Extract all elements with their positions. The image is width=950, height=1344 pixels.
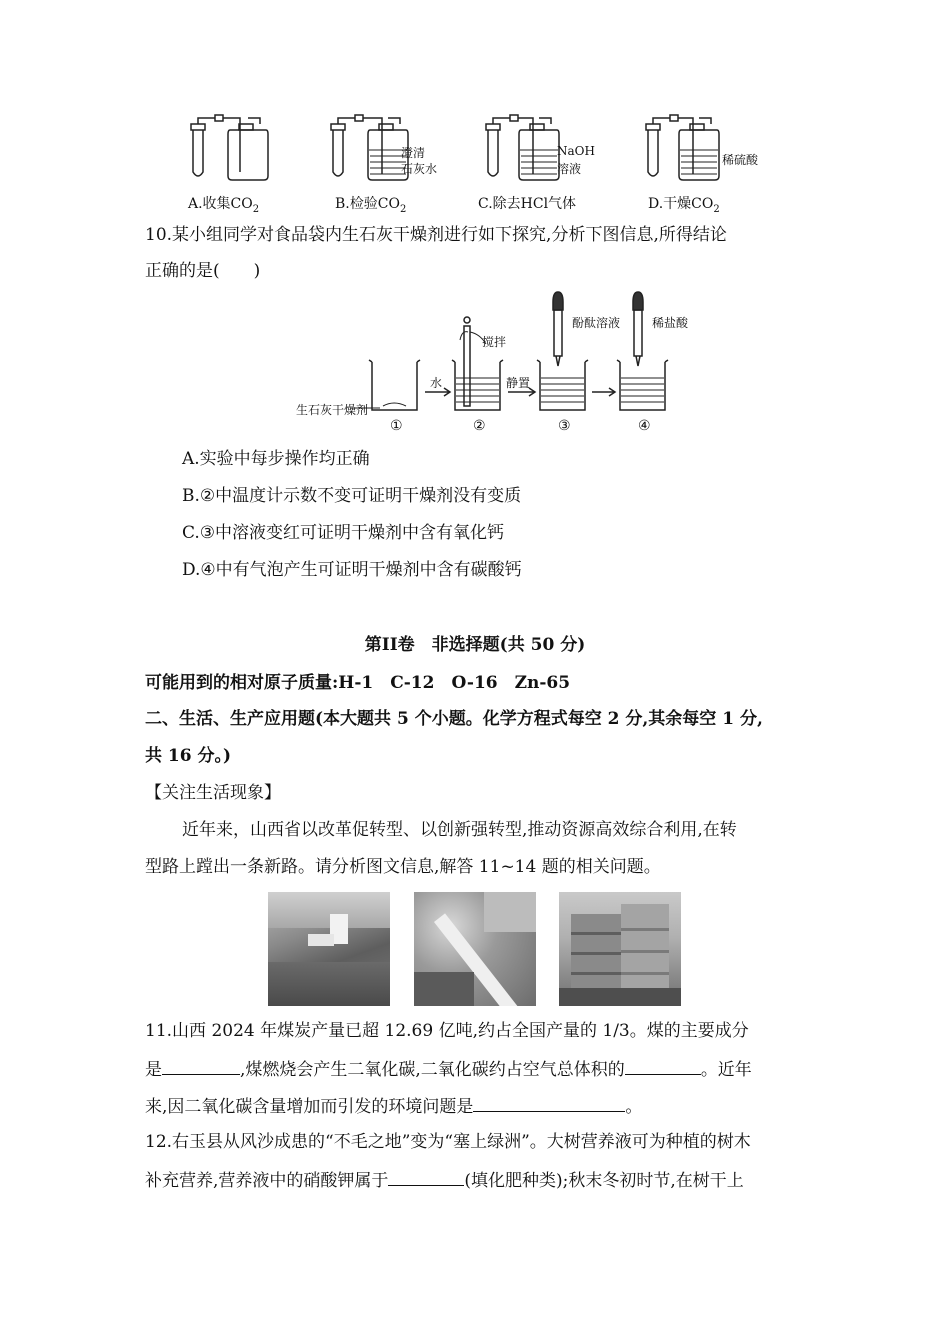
q10-option-d: D.④中有气泡产生可证明干燥剂中含有碳酸钙 (182, 560, 522, 580)
q12-blank-1[interactable] (388, 1167, 464, 1186)
part2-title: 第II卷 非选择题(共 50 分) (364, 635, 586, 655)
q11-blank-3[interactable] (473, 1093, 625, 1112)
caption-b: B.检验$CO_2$ (335, 196, 407, 215)
q11-blank-2[interactable] (625, 1056, 701, 1075)
q10-stem-line2: 正确的是( ) (145, 261, 261, 281)
q11-line3: 来,因二氧化碳含量增加而引发的环境问题是 。 (145, 1093, 642, 1119)
section-header-line2: 共 16 分。) (145, 746, 232, 766)
step-1: ① (390, 418, 403, 434)
label-hcl: 稀盐酸 (652, 316, 689, 330)
atomic-mass-line: 可能用到的相对原子质量:H-1 C-12 O-16 Zn-65 (145, 673, 571, 693)
step-3: ③ (558, 418, 571, 434)
q11-line2: 是 ,煤燃烧会产生二氧化碳,二氧化碳约占空气总体积的 。近年 (145, 1056, 752, 1082)
photo-building (559, 892, 681, 1006)
label-b-line2: 石灰水 (401, 162, 438, 176)
q12-line1: 12.右玉县从风沙成患的“不毛之地”变为“塞上绿洲”。大树营养液可为种植的树木 (145, 1132, 751, 1152)
caption-d: D.干燥$CO_2$ (648, 196, 720, 215)
q11-blank-1[interactable] (162, 1056, 240, 1075)
q10-option-a: A.实验中每步操作均正确 (182, 449, 370, 469)
intro-line1: 近年来，山西省以改革促转型、以创新强转型,推动资源高效综合利用,在转 (182, 820, 737, 840)
label-b-line1: 澄清 (401, 146, 426, 160)
photo-mountain (268, 892, 390, 1006)
q9-apparatus-figure (170, 110, 790, 190)
q10-stem-line1: 10.某小组同学对食品袋内生石灰干燥剂进行如下探究,分析下图信息,所得结论 (145, 225, 727, 245)
photo-forest-road (414, 892, 536, 1006)
q10-option-c: C.③中溶液变红可证明干燥剂中含有氧化钙 (182, 523, 505, 543)
label-sample: 生石灰干燥剂 (296, 403, 369, 417)
apparatus-d (646, 115, 719, 180)
q12-line2: 补充营养,营养液中的硝酸钾属于 (填化肥种类);秋末冬初时节,在树干上 (145, 1167, 744, 1193)
apparatus-b (331, 115, 408, 180)
step-2: ② (473, 418, 486, 434)
intro-line2: 型路上蹚出一条新路。请分析图文信息,解答 11~14 题的相关问题。 (145, 857, 661, 877)
label-stir: 搅拌 (482, 335, 507, 349)
topic-heading: 【关注生活现象】 (145, 783, 281, 803)
label-settle: 静置 (506, 376, 531, 390)
section-header-line1: 二、生活、生产应用题(本大题共 5 个小题。化学方程式每空 2 分,其余每空 1 分, (145, 709, 763, 729)
q11-line1: 11.山西 2024 年煤炭产量已超 12.69 亿吨,约占全国产量的 1/3。煤的主要成分 (145, 1021, 749, 1041)
label-water: 水 (430, 376, 443, 390)
caption-c: C.除去HCl气体 (478, 196, 577, 212)
label-c-line1: NaOH (557, 144, 595, 158)
apparatus-c (486, 115, 559, 180)
q10-option-b: B.②中温度计示数不变可证明干燥剂没有变质 (182, 486, 522, 506)
label-phenol: 酚酞溶液 (572, 316, 621, 330)
label-c-line2: 溶液 (557, 162, 582, 176)
label-d-line1: 稀硫酸 (722, 153, 759, 167)
apparatus-a (191, 115, 268, 180)
step-4: ④ (638, 418, 651, 434)
caption-a: A.收集$CO_2$ (188, 196, 260, 215)
